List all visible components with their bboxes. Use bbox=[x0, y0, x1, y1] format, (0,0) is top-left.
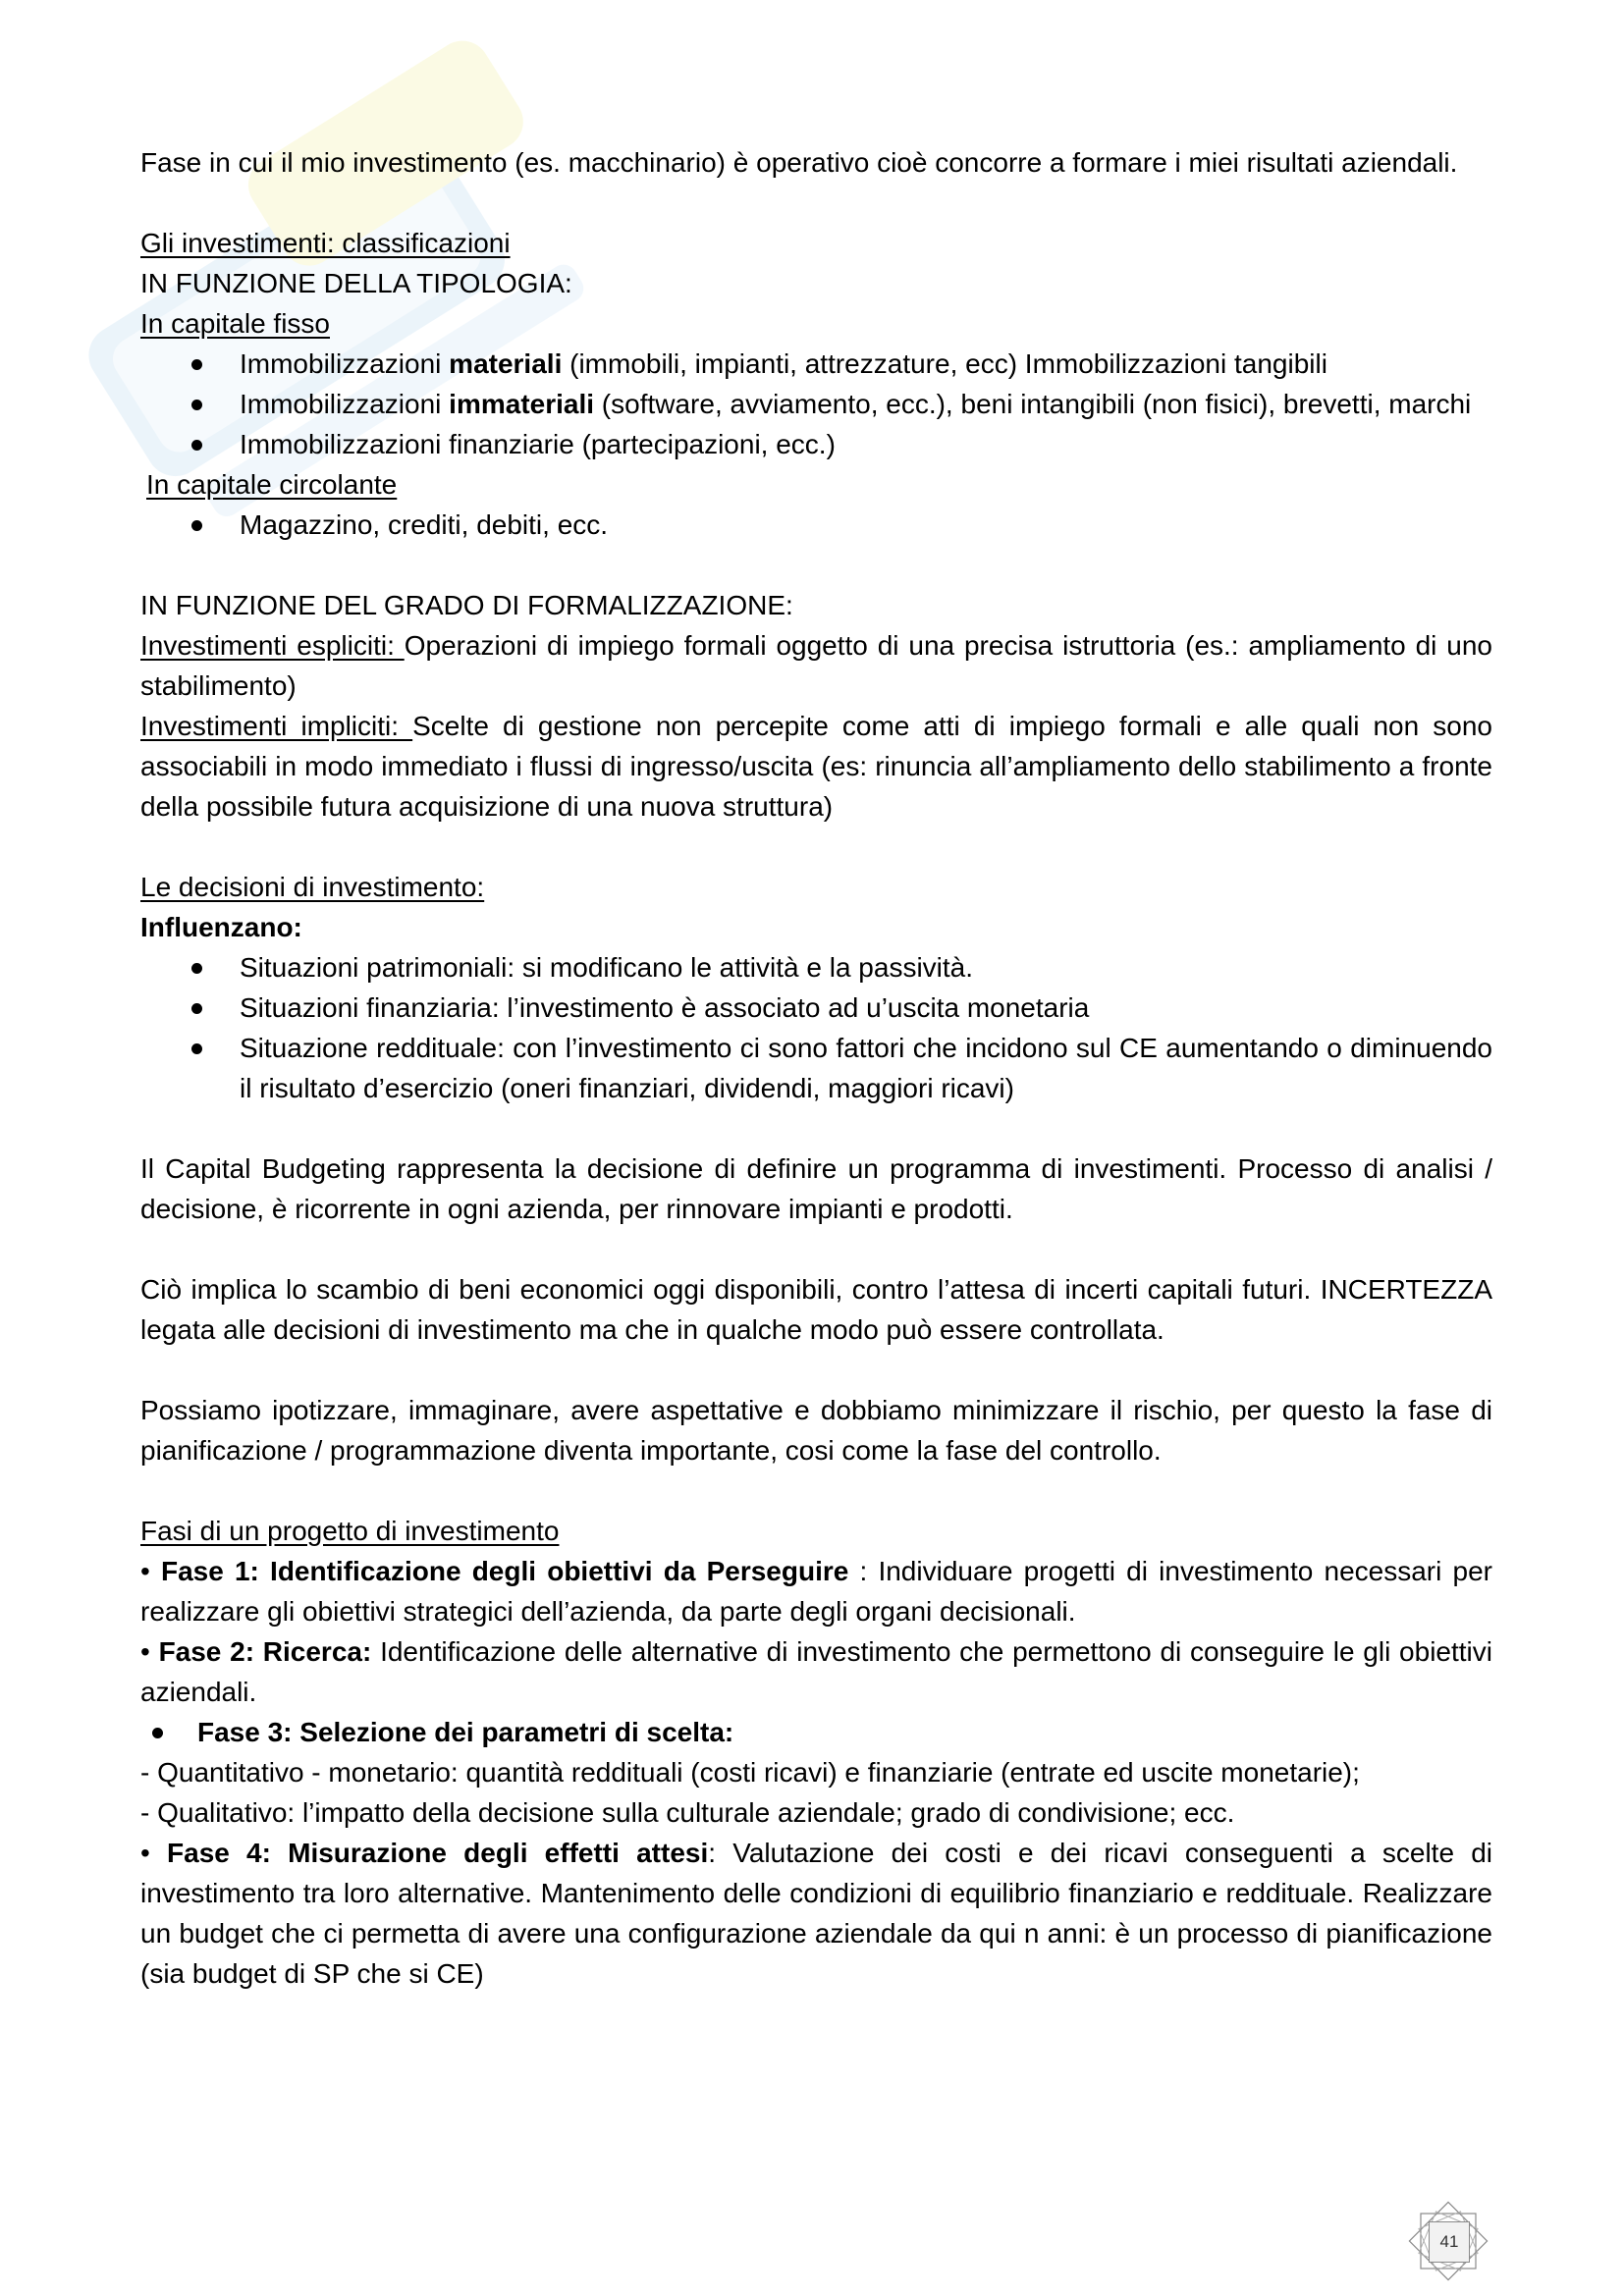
bullet-icon bbox=[191, 1043, 202, 1054]
implicit-investments-paragraph: Investimenti impliciti: Scelte di gestione non percepite come atti di impiego formali e alle quali non sono associabili in modo immediato i flussi di ingresso/uscita (es: rinuncia all’ampliamento dello stabilimento a fronte della possibile futura acquisizione di una nuova struttura) bbox=[140, 711, 1492, 822]
bullet-icon bbox=[191, 359, 202, 370]
bullet-icon bbox=[191, 520, 202, 531]
list-item: Immobilizzazioni finanziarie (partecipazioni, ecc.) bbox=[140, 424, 1492, 464]
bullet-icon bbox=[191, 400, 202, 410]
influence-label: Influenzano: bbox=[140, 912, 302, 942]
phase-3-qualitative: - Qualitativo: l’impatto della decisione sulla culturale aziendale; grado di condivisione; ecc. bbox=[140, 1797, 1235, 1828]
explicit-investments-paragraph: Investimenti espliciti: Operazioni di impiego formali oggetto di una precisa istruttoria (es.: ampliamento di uno stabilimento) bbox=[140, 630, 1492, 701]
page-number-badge bbox=[1406, 2199, 1490, 2283]
list-item: Immobilizzazioni immateriali (software, avviamento, ecc.), beni intangibili (non fisici), brevetti, marchi bbox=[140, 384, 1492, 424]
typology-subheading: IN FUNZIONE DELLA TIPOLOGIA: bbox=[140, 268, 572, 298]
phase-1-paragraph: • Fase 1: Identificazione degli obiettivi da Perseguire : Individuare progetti di investimento necessari per realizzare gli obiettivi strategici dell’azienda, da parte degli organi decisionali. bbox=[140, 1556, 1492, 1627]
uncertainty-paragraph: Ciò implica lo scambio di beni economici oggi disponibili, contro l’attesa di incerti capitali futuri. INCERTEZZA legata alle decisioni di investimento ma che in qualche modo può essere controllata. bbox=[140, 1274, 1492, 1345]
list-item: Immobilizzazioni materiali (immobili, impianti, attrezzature, ecc) Immobilizzazioni tangibili bbox=[140, 344, 1492, 384]
page-number: 41 bbox=[1429, 2221, 1470, 2263]
bullet-icon bbox=[191, 440, 202, 451]
list-item: Situazioni finanziaria: l’investimento è associato ad u’uscita monetaria bbox=[140, 988, 1492, 1028]
intro-paragraph: Fase in cui il mio investimento (es. macchinario) è operativo cioè concorre a formare i miei risultati aziendali. bbox=[140, 147, 1458, 178]
phase-3-quantitative: - Quantitativo - monetario: quantità reddituali (costi ricavi) e finanziarie (entrate ed uscite monetarie); bbox=[140, 1757, 1360, 1788]
list-item: Situazione reddituale: con l’investimento ci sono fattori che incidono sul CE aumentando o diminuendo il risultato d’esercizio (oneri finanziari, dividendi, maggiori ricavi) bbox=[140, 1028, 1492, 1108]
classification-heading: Gli investimenti: classificazioni bbox=[140, 228, 511, 258]
phase-4-paragraph: • Fase 4: Misurazione degli effetti attesi: Valutazione dei costi e dei ricavi conseguenti a scelte di investimento tra loro alternative. Mantenimento delle condizioni di equilibrio finanziario e reddituale. Realizzare un budget che ci permetta di avere una configurazione aziendale da qui n anni: è un processo di pianificazione (sia budget di SP che si CE) bbox=[140, 1838, 1493, 1989]
influence-list bbox=[140, 947, 1492, 1108]
circulating-capital-list bbox=[140, 505, 1492, 545]
bullet-icon bbox=[152, 1728, 163, 1738]
project-phases-heading: Fasi di un progetto di investimento bbox=[140, 1516, 560, 1546]
list-item: Situazioni patrimoniali: si modificano le attività e la passività. bbox=[140, 947, 1492, 988]
phase-3-heading: Fase 3: Selezione dei parametri di scelta: bbox=[140, 1712, 1492, 1752]
list-item: Magazzino, crediti, debiti, ecc. bbox=[140, 505, 1492, 545]
bullet-icon bbox=[191, 1003, 202, 1014]
bullet-icon bbox=[191, 963, 202, 974]
capital-budgeting-paragraph: Il Capital Budgeting rappresenta la decisione di definire un programma di investimenti. Processo di analisi / decisione, è ricorrente in ogni azienda, per rinnovare impianti e prodotti. bbox=[140, 1153, 1492, 1224]
fixed-capital-list bbox=[140, 344, 1492, 464]
document-page bbox=[140, 142, 1492, 1994]
circulating-capital-heading: In capitale circolante bbox=[146, 469, 398, 500]
investment-decisions-heading: Le decisioni di investimento: bbox=[140, 872, 485, 902]
phase-2-paragraph: • Fase 2: Ricerca: Identificazione delle alternative di investimento che permettono di conseguire le gli obiettivi aziendali. bbox=[140, 1636, 1492, 1707]
formalization-heading: IN FUNZIONE DEL GRADO DI FORMALIZZAZIONE: bbox=[140, 590, 793, 620]
fixed-capital-heading: In capitale fisso bbox=[140, 308, 330, 339]
planning-paragraph: Possiamo ipotizzare, immaginare, avere aspettative e dobbiamo minimizzare il rischio, per questo la fase di pianificazione / programmazione diventa importante, cosi come la fase del controllo. bbox=[140, 1395, 1492, 1466]
